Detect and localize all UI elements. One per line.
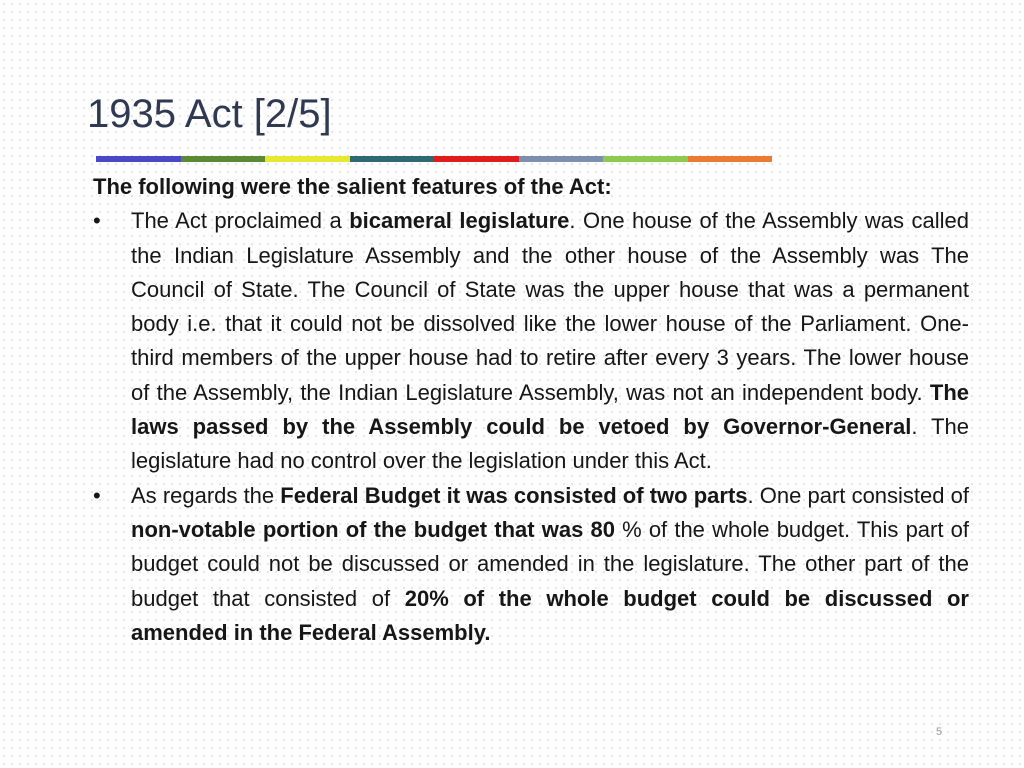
color-bar-segment-3: [265, 156, 350, 162]
bullet1-text-1: The Act proclaimed a: [131, 208, 350, 234]
title-underline-color-bar: [96, 156, 772, 162]
bullet1-text-3: . The legislature had no control over the legislation under this Act.: [131, 414, 969, 474]
bullet1-text-2: . One house of the Assembly was called the Indian Legislature Assembly and the other house of the Assembly was The Council of State. The Council of State was the upper house that was a permanent body i.e. that it could not be dissolved like the lower house of the Parliament. One-third members of the upper house had to retire after every 3 years. The lower house of the Assembly, the Indian Legislature Assembly, was not an independent body.: [131, 208, 969, 405]
slide-title: 1935 Act [2/5]: [87, 92, 332, 136]
color-bar-segment-2: [181, 156, 266, 162]
bullet2-bold-1: Federal Budget it was consisted of two parts: [280, 482, 748, 508]
color-bar-segment-4: [350, 156, 435, 162]
bullet1-bold-1: bicameral legislature: [349, 208, 570, 234]
slide-body: [93, 170, 969, 650]
intro-text: The following were the salient features of the Act:: [93, 174, 612, 199]
bullet-icon: •: [93, 482, 101, 508]
bullet-list: [93, 204, 969, 650]
color-bar-segment-7: [603, 156, 688, 162]
bullet2-text-2: . One part consisted of: [747, 482, 970, 508]
bullet-icon: •: [93, 208, 101, 234]
bullet2-text-3: % of the whole budget. This part of budget could not be discussed or amended in the legislature. The other part of the budget that consisted of: [131, 516, 969, 611]
bullet-item-bicameral-legislature: [93, 204, 969, 478]
color-bar-segment-1: [96, 156, 181, 162]
color-bar-segment-8: [688, 156, 773, 162]
page-number: 5: [936, 726, 943, 738]
bullet2-bold-2: non-votable portion of the budget that was 80: [131, 516, 623, 542]
bullet1-bold-2: The laws passed by the Assembly could be vetoed by Governor-General: [131, 379, 969, 440]
bullet-item-federal-budget: [93, 479, 969, 650]
bullet2-text-1: As regards the: [131, 482, 281, 508]
color-bar-segment-6: [519, 156, 604, 162]
color-bar-segment-5: [434, 156, 519, 162]
bullet2-bold-3: 20% of the whole budget could be discussed or amended in the Federal Assembly.: [131, 585, 969, 645]
